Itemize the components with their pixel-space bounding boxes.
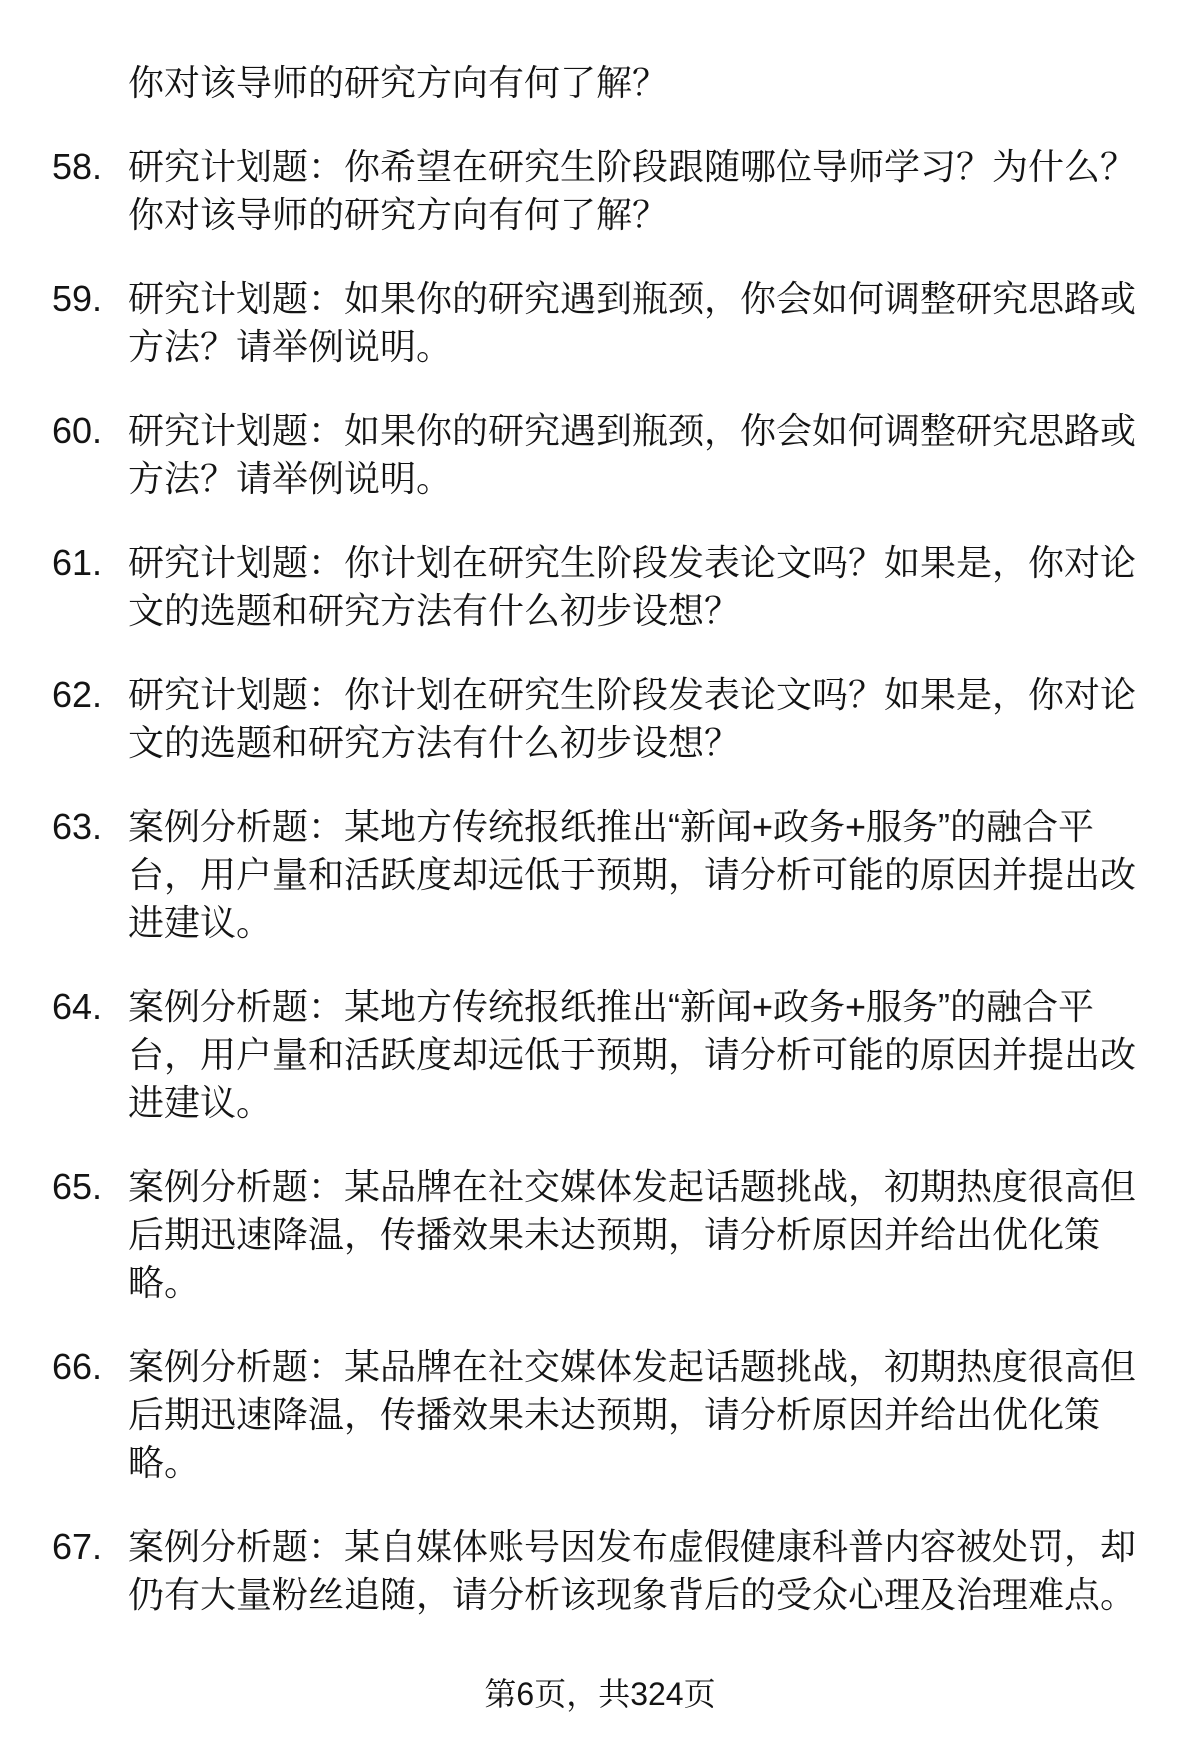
text-line: 研究计划题：你计划在研究生阶段发表论文吗？如果是，你对论: [128, 542, 1137, 583]
question-text: [128, 1343, 1200, 1487]
question-item-62: [0, 671, 1200, 767]
text-line: 进建议。: [128, 1082, 273, 1123]
question-number: 58.: [52, 146, 103, 187]
question-number: 60.: [52, 410, 103, 451]
text-line: 文的选题和研究方法有什么初步设想？: [128, 590, 741, 631]
question-text: [128, 1523, 1200, 1619]
text-line: 研究计划题：你计划在研究生阶段发表论文吗？如果是，你对论: [128, 674, 1137, 715]
question-number: 62.: [52, 674, 103, 715]
question-number: 66.: [52, 1346, 103, 1387]
question-item-67: [0, 1523, 1200, 1619]
question-item-61: [0, 539, 1200, 635]
question-number: 61.: [52, 542, 103, 583]
text-line: 案例分析题：某地方传统报纸推出“新闻+政务+服务”的融合平: [128, 806, 1095, 847]
text-line: 略。: [128, 1442, 201, 1483]
text-line: 后期迅速降温，传播效果未达预期，请分析原因并给出优化策: [128, 1214, 1101, 1255]
text-line: 方法？请举例说明。: [128, 458, 453, 499]
text-line: 研究计划题：如果你的研究遇到瓶颈，你会如何调整研究思路或: [128, 410, 1137, 451]
question-text: [128, 539, 1200, 635]
question-number: 63.: [52, 806, 103, 847]
question-text: [128, 671, 1200, 767]
question-number: 67.: [52, 1526, 103, 1567]
text-line: 台，用户量和活跃度却远低于预期，请分析可能的原因并提出改: [128, 1034, 1137, 1075]
text-line: 你对该导师的研究方向有何了解？: [128, 62, 669, 103]
question-item-65: [0, 1163, 1200, 1307]
question-text: [128, 275, 1200, 371]
question-number: 59.: [52, 278, 103, 319]
text-line: 后期迅速降温，传播效果未达预期，请分析原因并给出优化策: [128, 1394, 1101, 1435]
question-text: [128, 143, 1200, 239]
text-line: 进建议。: [128, 902, 273, 943]
question-list: [0, 59, 1200, 1619]
page-footer: 第6页，共324页: [484, 1676, 716, 1712]
question-number: 65.: [52, 1166, 103, 1207]
question-item-66: [0, 1343, 1200, 1487]
question-text: [128, 983, 1200, 1127]
text-line: 研究计划题：你希望在研究生阶段跟随哪位导师学习？为什么？: [128, 146, 1137, 187]
question-text: [128, 803, 1200, 947]
question-item-63: [0, 803, 1200, 947]
text-line: 案例分析题：某地方传统报纸推出“新闻+政务+服务”的融合平: [128, 986, 1095, 1027]
text-line: 案例分析题：某自媒体账号因发布虚假健康科普内容被处罚，却: [128, 1526, 1137, 1567]
continued-question-text: [0, 59, 1200, 107]
text-line: 你对该导师的研究方向有何了解？: [128, 194, 669, 235]
question-text: [128, 407, 1200, 503]
text-line: 案例分析题：某品牌在社交媒体发起话题挑战，初期热度很高但: [128, 1346, 1137, 1387]
text-line: 方法？请举例说明。: [128, 326, 453, 367]
text-line: 研究计划题：如果你的研究遇到瓶颈，你会如何调整研究思路或: [128, 278, 1137, 319]
text-line: 台，用户量和活跃度却远低于预期，请分析可能的原因并提出改: [128, 854, 1137, 895]
question-item-64: [0, 983, 1200, 1127]
question-number: 64.: [52, 986, 103, 1027]
text-line: 案例分析题：某品牌在社交媒体发起话题挑战，初期热度很高但: [128, 1166, 1137, 1207]
text-line: 仍有大量粉丝追随，请分析该现象背后的受众心理及治理难点。: [128, 1574, 1137, 1615]
question-text: [128, 1163, 1200, 1307]
text-line: 文的选题和研究方法有什么初步设想？: [128, 722, 741, 763]
question-item-60: [0, 407, 1200, 503]
question-item-59: [0, 275, 1200, 371]
text-line: 略。: [128, 1262, 201, 1303]
question-item-58: [0, 143, 1200, 239]
